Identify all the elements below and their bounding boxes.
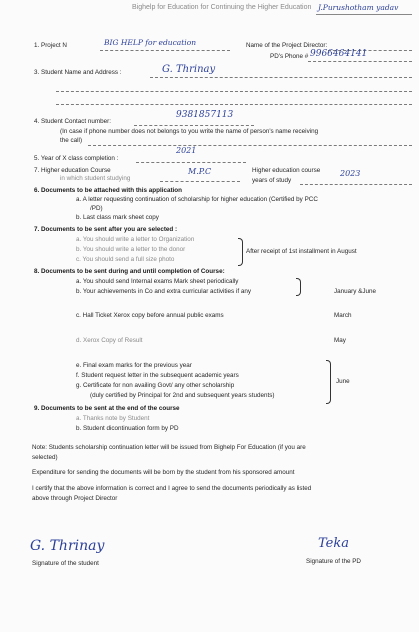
section8-item-h: (duly certified by Principal for 2nd and subsequent years students) (90, 392, 275, 399)
student-name-value: G. Thrinay (162, 64, 216, 75)
higher-course-right-label: Higher education course (252, 167, 321, 174)
section7-brace (238, 238, 243, 266)
section8-efgh-when: June (336, 378, 350, 385)
contact-label: 4. Student Contact number: (34, 118, 112, 125)
handwritten-director-name: J.Purushotham yadav (318, 3, 399, 12)
years-value: 2023 (340, 169, 361, 178)
section8-item-g: g. Certificate for non availing Govt/ any other scholarship (76, 382, 235, 389)
project-value: BIG HELP for education (104, 38, 197, 47)
section9-item-a: a. Thanks note by Student (76, 415, 150, 422)
section8-d-when: May (334, 337, 346, 344)
section8-ab-brace (296, 278, 301, 296)
phone-label: PD's Phone # (270, 53, 309, 60)
pd-signature: Teka (318, 536, 349, 551)
course-value: M.P.C (188, 167, 212, 176)
section8-item-a: a. You should send Internal exams Mark sheet periodically (76, 278, 239, 285)
section8-item-e: e. Final exam marks for the previous year (76, 362, 192, 369)
phone-value: 9966464141 (310, 49, 368, 59)
section7-note: After receipt of 1st installment in August (246, 248, 357, 255)
section6-item-a2: /PD) (90, 205, 103, 212)
higher-course-label: 7. Higher education Course (34, 167, 111, 174)
higher-course-sub: in which student studying (60, 175, 131, 182)
director-label: Name of the Project Director: (246, 42, 328, 49)
contact-note: (In case if phone number does not belongs to you write the name of person's name receiving (60, 128, 319, 135)
section8-efgh-brace (326, 360, 331, 404)
section8-item-c: c. Hall Ticket Xerox copy before annual public exams (76, 312, 224, 319)
contact-value: 9381857113 (176, 110, 234, 120)
item-project-label: 1. Project N (34, 42, 67, 49)
contact-note-2: the call) (60, 137, 83, 144)
student-signature: G. Thrinay (30, 538, 105, 554)
note-line-1: Note: Students scholarship continuation letter will be issued from Bighelp For Education (if you are (32, 444, 306, 451)
section6-heading: 6. Documents to be attached with this application (34, 187, 182, 194)
section8-item-f: f. Student request letter in the subsequent academic years (76, 372, 239, 379)
section8-item-d: d. Xerox Copy of Result (76, 337, 143, 344)
certify-line-1: I certify that the above information is correct and I agree to send the documents periodically as listed (32, 485, 312, 492)
section7-heading: 7. Documents to be sent after you are selected : (34, 226, 178, 233)
section8-heading: 8. Documents to be sent during and until completion of Course: (34, 268, 225, 275)
xclass-label: 5. Year of X class completion : (34, 155, 119, 162)
years-label: years of study (252, 177, 292, 184)
student-name-label: 3. Student Name and Address : (34, 69, 122, 76)
section8-c-when: March (334, 312, 352, 319)
section6-item-b: b. Last class mark sheet copy (76, 214, 159, 221)
section7-item-c: c. You should send a full size photo (76, 256, 175, 263)
section6-item-a: a. A letter requesting continuation of scholarship for higher education (Certified by PCC (76, 196, 318, 203)
section8-ab-when: January &June (334, 288, 377, 295)
section7-item-a: a. You should write a letter to Organization (76, 236, 195, 243)
expenditure-line: Expenditure for sending the documents will be born by the student from his sponsored amount (32, 469, 295, 476)
student-signature-label: Signature of the student (32, 560, 99, 567)
form-title: Bighelp for Education for Continuing the Higher Education (132, 4, 312, 11)
xclass-value: 2021 (176, 146, 197, 155)
pd-signature-label: Signature of the PD (306, 558, 361, 565)
section7-item-b: b. You should write a letter to the donor (76, 246, 186, 253)
note-line-2: selected) (32, 454, 58, 461)
section9-heading: 9. Documents to be sent at the end of the course (34, 405, 180, 412)
section9-item-b: b. Student dicontinuation form by PD (76, 425, 179, 432)
section8-item-b: b. Your achievements in Co and extra curricular activities if any (76, 288, 251, 295)
certify-line-2: above through Project Director (32, 495, 118, 502)
